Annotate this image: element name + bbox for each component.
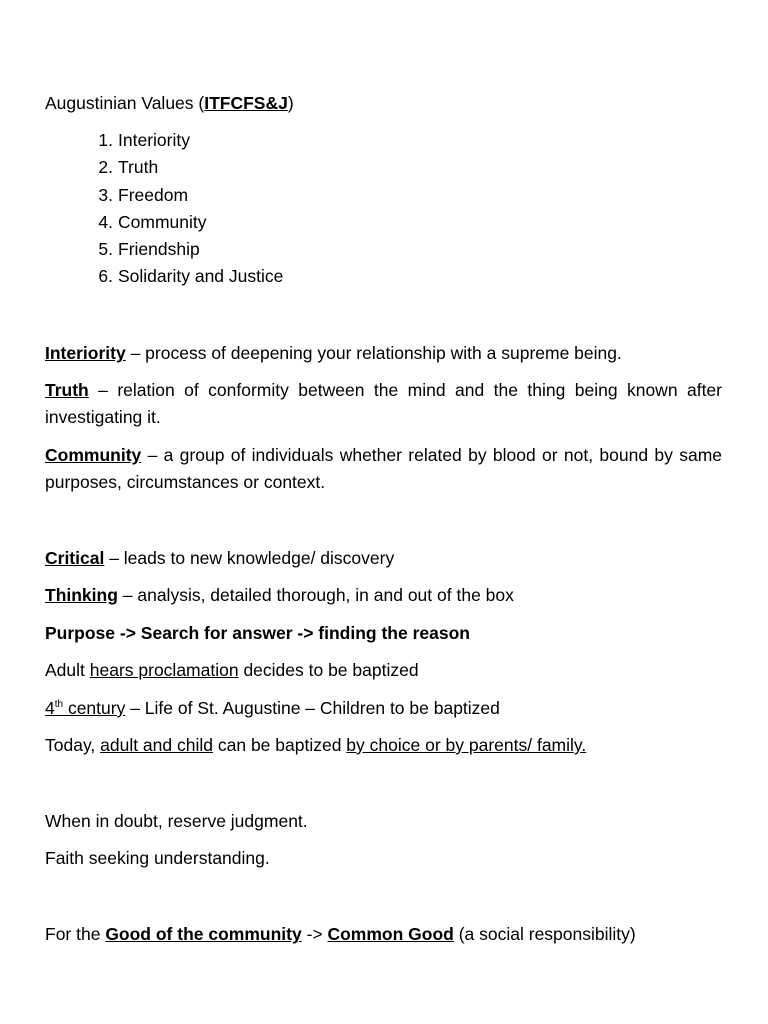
term-thinking: Thinking — [45, 585, 118, 605]
values-list — [45, 127, 283, 291]
century-superscript: th — [54, 699, 64, 710]
definition-text: – a group of individuals whether related by blood or not, bound by same purposes, circumstances or context. — [45, 445, 722, 492]
by-choice: by choice or by parents/ family. — [346, 735, 587, 755]
list-item — [90, 263, 283, 290]
term-truth: Truth — [45, 380, 89, 400]
century-word: century — [63, 698, 126, 718]
definition-text: – process of deepening your relationship with a supreme being. — [125, 343, 622, 363]
definition-interiority — [45, 340, 622, 367]
list-item — [90, 236, 283, 263]
list-label: Truth — [118, 157, 159, 178]
list-label: Friendship — [118, 239, 200, 260]
common-good-line — [45, 921, 636, 948]
arrow-text: -> — [301, 924, 328, 944]
century-line — [45, 695, 500, 722]
adult-prefix: Adult — [45, 660, 90, 680]
list-number: 3. — [98, 184, 113, 205]
term-community: Community — [45, 445, 142, 465]
term-critical: Critical — [45, 548, 105, 568]
heading-prefix: Augustinian Values ( — [45, 93, 205, 113]
list-label: Freedom — [118, 184, 189, 205]
common-good-suffix: (a social responsibility) — [453, 924, 636, 944]
list-label: Solidarity and Justice — [118, 266, 284, 287]
century-number: 4 — [45, 698, 55, 718]
list-label: Community — [118, 211, 207, 232]
heading-acronym: ITFCFS&J — [204, 93, 288, 113]
today-line — [45, 732, 586, 759]
critical-line — [45, 545, 394, 572]
list-number: 6. — [98, 266, 113, 287]
definition-community — [45, 442, 722, 496]
purpose-line: Purpose -> Search for answer -> finding the reason — [45, 623, 470, 643]
term-good-of-community: Good of the community — [105, 924, 302, 944]
thinking-line — [45, 582, 514, 609]
adult-suffix: decides to be baptized — [238, 660, 419, 680]
list-label: Interiority — [118, 130, 190, 150]
definition-text: – relation of conformity between the mind and the thing being known after investigating it. — [45, 380, 722, 427]
hears-proclamation: hears proclamation — [89, 660, 239, 680]
doubt-line: When in doubt, reserve judgment. — [45, 811, 308, 831]
heading-suffix: ) — [287, 93, 294, 113]
today-middle: can be baptized — [213, 735, 347, 755]
list-item — [90, 154, 283, 181]
list-item — [90, 209, 283, 236]
list-number: 1. — [98, 130, 113, 150]
thinking-text: – analysis, detailed thorough, in and out of the box — [117, 585, 514, 605]
list-number: 5. — [98, 239, 113, 260]
list-number: 2. — [98, 157, 113, 178]
definition-truth — [45, 377, 722, 431]
term-common-good: Common Good — [327, 924, 454, 944]
values-heading — [45, 90, 294, 117]
today-prefix: Today, — [45, 735, 101, 755]
critical-text: – leads to new knowledge/ discovery — [104, 548, 395, 568]
common-good-prefix: For the — [45, 924, 106, 944]
adult-and-child: adult and child — [100, 735, 213, 755]
faith-line: Faith seeking understanding. — [45, 848, 270, 868]
fourth-century — [45, 698, 125, 718]
adult-line — [45, 657, 419, 684]
century-suffix: – Life of St. Augustine – Children to be baptized — [125, 698, 500, 718]
list-item — [90, 182, 283, 209]
list-number: 4. — [98, 211, 113, 232]
list-item — [90, 127, 283, 154]
term-interiority: Interiority — [45, 343, 126, 363]
